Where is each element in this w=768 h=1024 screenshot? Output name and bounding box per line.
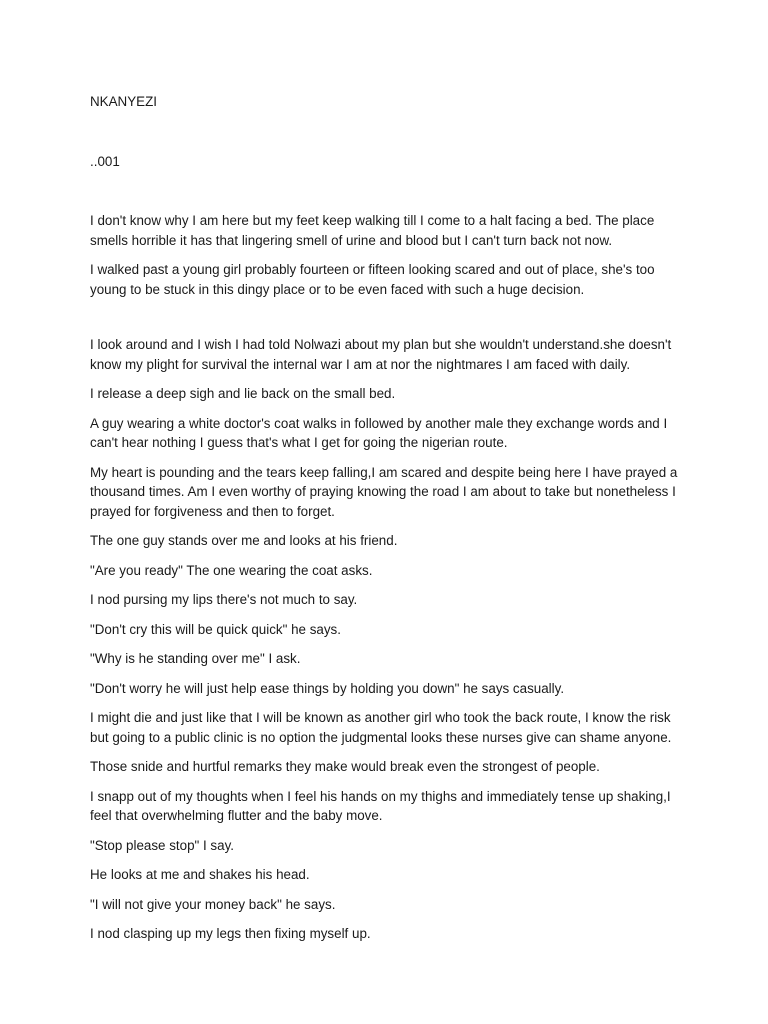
paragraph: My heart is pounding and the tears keep falling,I am scared and despite being here I have prayed a thousand times. Am I even worthy of praying knowing the road I am about to take but nonetheless I prayed for forgiveness and then to forget. (90, 464, 678, 519)
document-title: NKANYEZI (90, 94, 157, 109)
paragraph: I don't know why I am here but my feet keep walking till I come to a halt facing a bed. The place smells horrible it has that lingering smell of urine and blood but I can't turn back not now. (90, 213, 655, 248)
paragraph: I release a deep sigh and lie back on the small bed. (90, 386, 396, 401)
paragraph: I might die and just like that I will be known as another girl who took the back route, I know the risk but going to a public clinic is no option the judgmental looks these nurses give can shame anyone. (90, 710, 672, 745)
paragraph: I walked past a young girl probably fourteen or fifteen looking scared and out of place, she's too young to be stuck in this dingy place or to be even faced with such a huge decision. (90, 262, 655, 297)
document-body (90, 92, 680, 954)
chapter-number: ..001 (90, 153, 120, 169)
paragraph: "Don't cry this will be quick quick" he says. (90, 621, 341, 637)
paragraph: I nod clasping up my legs then fixing myself up. (90, 926, 371, 941)
paragraph: He looks at me and shakes his head. (90, 867, 310, 882)
paragraph: "I will not give your money back" he says. (90, 896, 336, 912)
paragraph: "Are you ready" The one wearing the coat asks. (90, 562, 373, 578)
paragraph: The one guy stands over me and looks at his friend. (90, 533, 398, 548)
paragraph: "Stop please stop" I say. (90, 837, 234, 853)
paragraph: I snapp out of my thoughts when I feel his hands on my thighs and immediately tense up shaking,I feel that overwhelming flutter and the baby move. (90, 788, 671, 823)
paragraph: Those snide and hurtful remarks they make would break even the strongest of people. (90, 759, 600, 774)
paragraph: "Don't worry he will just help ease things by holding you down" he says casually. (90, 680, 565, 696)
paragraph: A guy wearing a white doctor's coat walks in followed by another male they exchange words and I can't hear nothing I guess that's what I get for going the nigerian route. (90, 415, 668, 450)
paragraph: "Why is he standing over me" I ask. (90, 651, 301, 666)
paragraph: I look around and I wish I had told Nolwazi about my plan but she wouldn't understand.she doesn't know my plight for survival the internal war I am at nor the nightmares I am faced with daily. (90, 337, 672, 372)
paragraph: I nod pursing my lips there's not much to say. (90, 592, 358, 607)
